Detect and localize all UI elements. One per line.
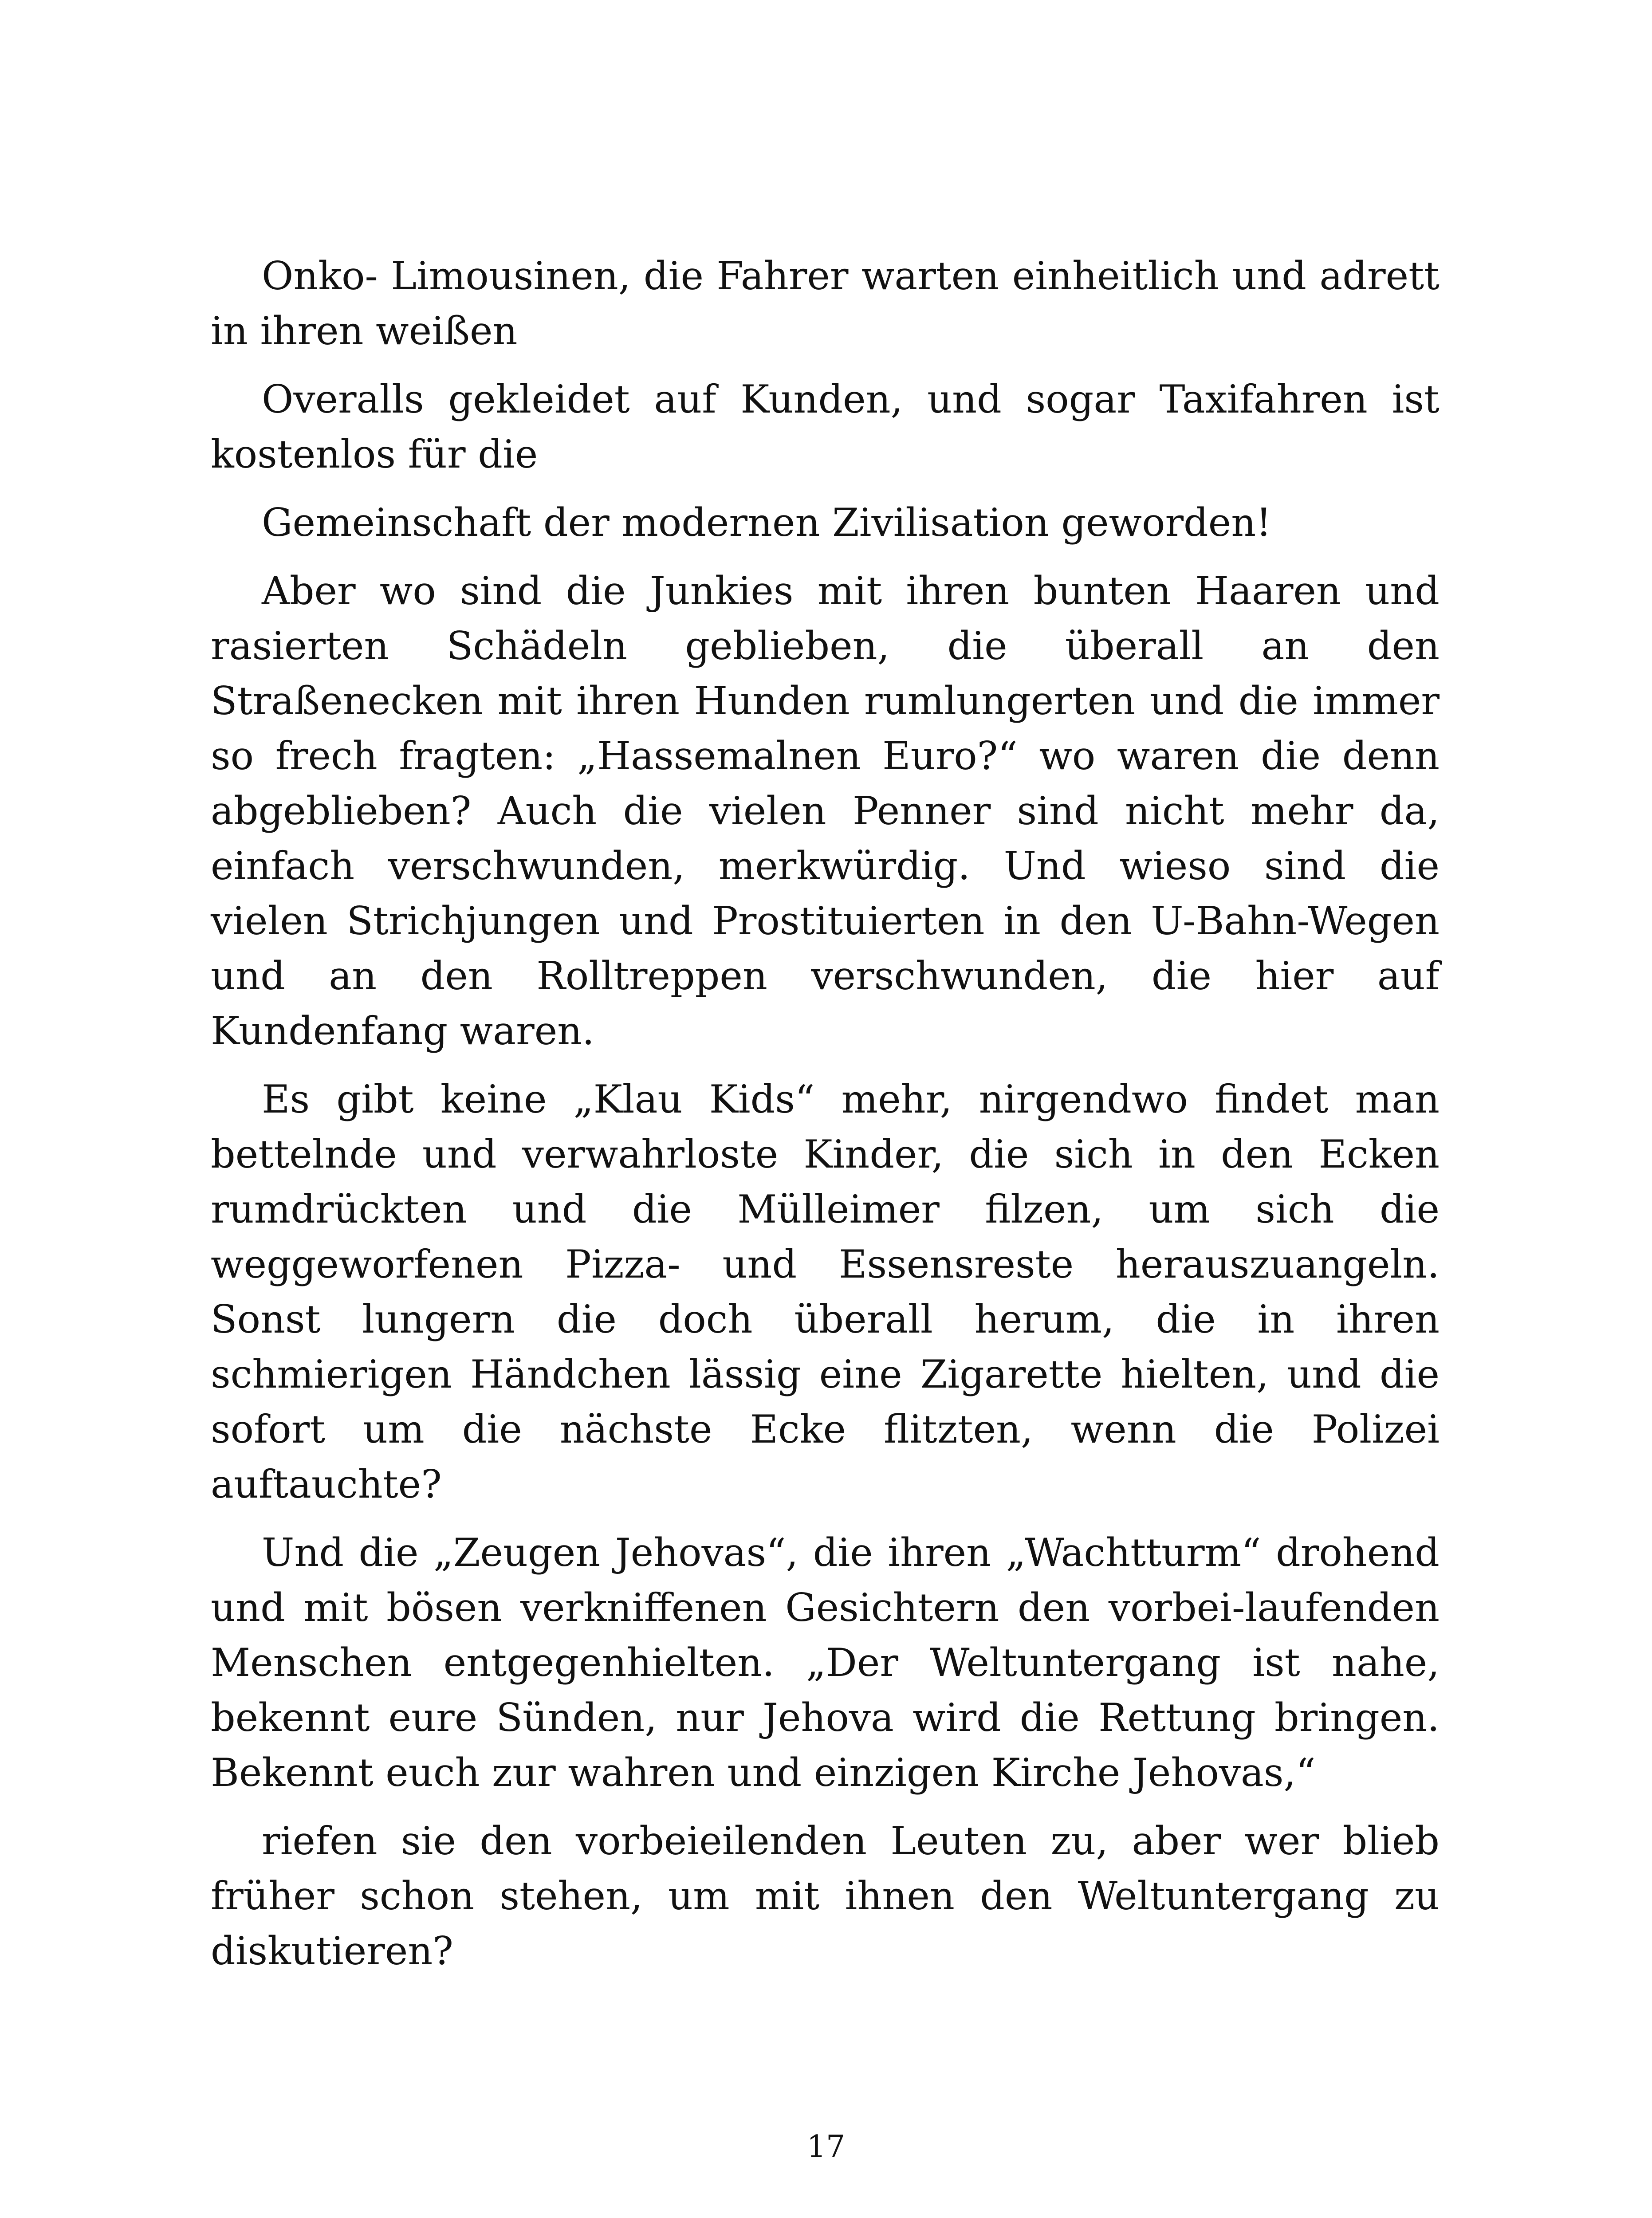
paragraph: riefen sie den vorbeieilenden Leuten zu, aber wer blieb früher schon stehen, um mit ihnen den Weltuntergang zu diskutieren? [211, 1818, 1440, 1974]
paragraph: Aber wo sind die Junkies mit ihren bunten Haaren und rasierten Schädeln geblieben, die überall an den Straßenecken mit ihren Hunden rumlungerten und die immer so frech fragten: „Hassemalnen Euro?“ wo waren die denn abgeblieben? Auch die vielen Penner sind nicht mehr da, einfach verschwunden, merkwürdig. Und wieso sind die vielen Strichjungen und Prostituierten in den U-Bahn-Wegen und an den Rolltreppen verschwunden, die hier auf Kundenfang waren. [211, 568, 1440, 1054]
body-text [211, 248, 1440, 1978]
paragraph: Overalls gekleidet auf Kunden, und sogar Taxifahren ist kostenlos für die [211, 377, 1440, 477]
paragraph: Und die „Zeugen Jehovas“, die ihren „Wachtturm“ drohend und mit bösen verkniffenen Gesichtern den vorbei-laufenden Menschen entgegenhielten. „Der Weltuntergang ist nahe, bekennt eure Sünden, nur Jehova wird die Rettung bringen. Bekennt euch zur wahren und einzigen Kirche Jehovas,“ [211, 1530, 1440, 1795]
paragraph: Onko- Limousinen, die Fahrer warten einheitlich und adrett in ihren weißen [211, 253, 1440, 354]
page-number: 17 [806, 2129, 846, 2164]
paragraph: Es gibt keine „Klau Kids“ mehr, nirgendwo findet man bettelnde und verwahrloste Kinder, die sich in den Ecken rumdrückten und die Mülleimer filzen, um sich die weggeworfenen Pizza- und Essensreste herauszuangeln. Sonst lungern die doch überall herum, die in ihren schmierigen Händchen lässig eine Zigarette hielten, und die sofort um die nächste Ecke flitzten, wenn die Polizei auftauchte? [211, 1077, 1440, 1507]
paragraph: Gemeinschaft der modernen Zivilisation geworden! [262, 500, 1272, 545]
